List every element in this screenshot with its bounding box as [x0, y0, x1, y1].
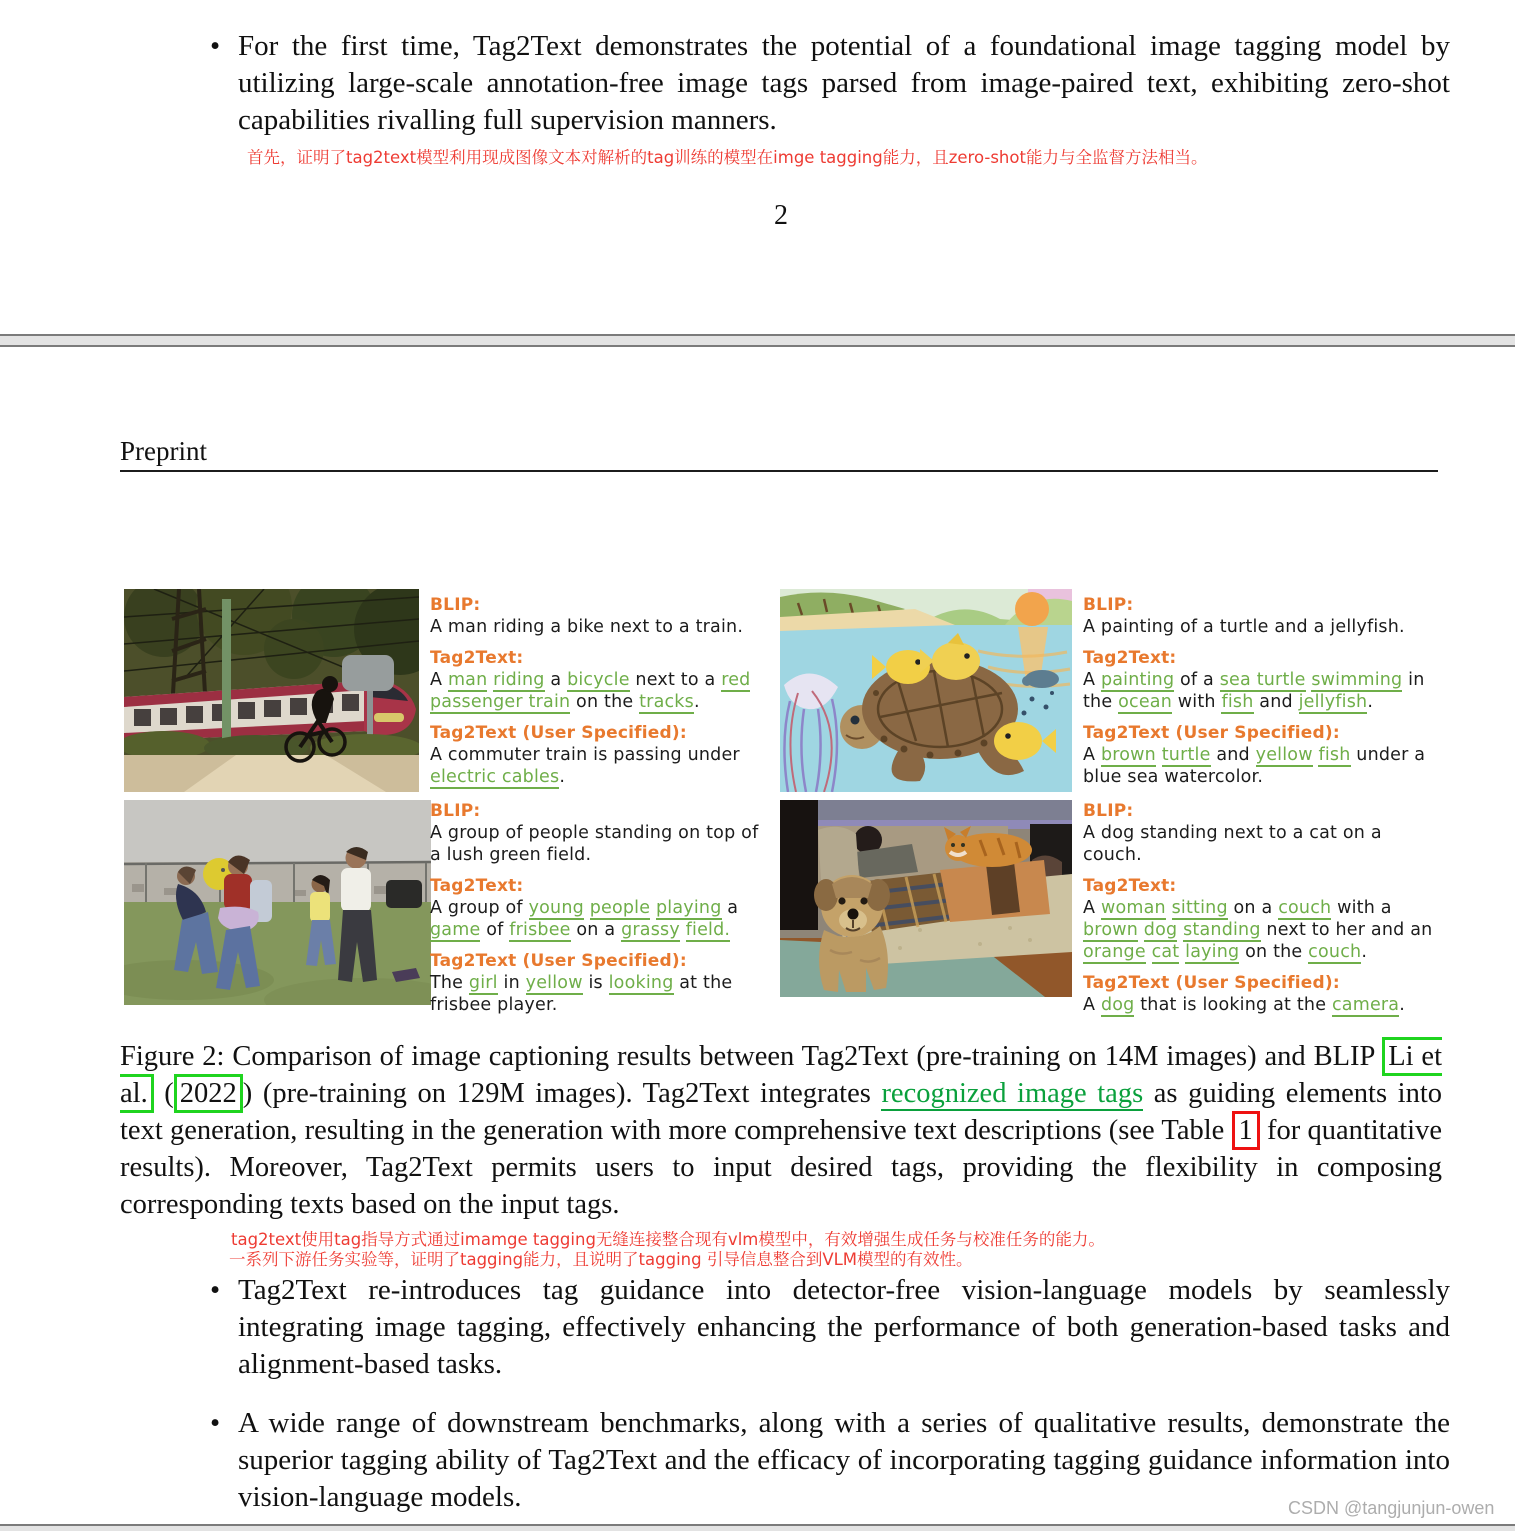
tagged-word: bicycle [567, 670, 630, 690]
bullet-item-benchmarks [210, 1405, 1450, 1516]
tag2text-caption [430, 897, 772, 941]
blip-caption: A group of people standing on top of a lush green field. [430, 823, 759, 865]
text-segment [584, 898, 590, 918]
tagged-word: dog [1143, 920, 1178, 940]
bullet-text-zero-shot: For the first time, Tag2Text demonstrates the potential of a foundational image tagging model by utilizing large-scale annotation-free image tags parsed from image-paired text, exhibiting zero-shot capabilities rivalling full supervision manners. [238, 30, 1450, 136]
tagged-word: playing [655, 898, 722, 918]
text-segment: The [430, 973, 469, 993]
tagged-word: woman [1100, 898, 1166, 918]
tagged-word: brown [1083, 920, 1139, 940]
text-segment: and [1210, 745, 1256, 765]
text-segment [1138, 920, 1144, 940]
figure-image-frisbee-field [124, 800, 431, 1005]
figure-captions-frisbee [430, 800, 772, 1016]
citation-year-link[interactable]: 2022 [174, 1074, 243, 1113]
text-segment: . [1361, 942, 1368, 962]
tagged-word: passenger train [430, 692, 571, 712]
blip-caption: A painting of a turtle and a jellyfish. [1083, 617, 1405, 637]
tag2text-label: Tag2Text: [430, 648, 524, 668]
text-segment [1156, 745, 1162, 765]
tag2text-user-label: Tag2Text (User Specified): [1083, 723, 1340, 743]
blip-label: BLIP: [430, 595, 481, 615]
tagged-word: brown [1100, 745, 1156, 765]
text-segment: next to a [629, 670, 722, 690]
tagged-word: yellow [525, 973, 583, 993]
tagged-word: cat [1151, 942, 1180, 962]
text-segment: at the frisbee player. [430, 973, 733, 1015]
tagged-word: couch [1308, 942, 1362, 962]
bottom-page-divider [0, 1524, 1515, 1531]
tag2text-user-caption [430, 744, 772, 788]
tagged-word: tracks [639, 692, 694, 712]
text-segment: . [1367, 692, 1374, 712]
text-segment: with [1172, 692, 1222, 712]
text-segment: for quantitative results). Moreover, Tag2Text permits users to input desired tags, providing the flexibility in composing corresponding texts based on the input tags. [120, 1115, 1442, 1220]
chinese-annotation-mid-line2: 一系列下游任务实验等，证明了tagging能力，且说明了tagging 引导信息整合到VLM模型的有效性。 [229, 1250, 973, 1269]
tagged-word: standing [1183, 920, 1261, 940]
tagged-word: dog [1100, 995, 1135, 1015]
text-segment: a [721, 898, 739, 918]
text-segment: as guiding elements into text generation, resulting in the generation with more comprehensive text descriptions (see Table [120, 1078, 1442, 1146]
text-segment: Figure 2: Comparison of image captioning results between Tag2Text (pre-training on 14M images) and BLIP [120, 1041, 1383, 1072]
tag2text-label: Tag2Text: [1083, 648, 1177, 668]
text-segment: and [1253, 692, 1299, 712]
text-segment: of [480, 920, 510, 940]
tag2text-user-label: Tag2Text (User Specified): [1083, 973, 1340, 993]
page-number: 2 [774, 200, 788, 231]
text-segment: with a [1331, 898, 1392, 918]
figure-image-train-cyclist [124, 589, 419, 792]
text-segment: ) (pre-training on 129M images). Tag2Text integrates [242, 1078, 882, 1109]
tag2text-user-caption [1083, 744, 1445, 788]
tagged-word: sitting [1171, 898, 1228, 918]
recognized-image-tags-link[interactable]: recognized image tags [881, 1078, 1144, 1109]
blip-label: BLIP: [1083, 595, 1134, 615]
text-segment: on the [1239, 942, 1309, 962]
tagged-word: electric cables [430, 767, 560, 787]
figure-captions-turtle [1083, 594, 1445, 788]
text-segment: A group of [430, 898, 529, 918]
text-segment: under a blue sea watercolor. [1083, 745, 1426, 787]
tag2text-user-caption [1083, 994, 1445, 1016]
bullet-item-zero-shot [210, 28, 1450, 139]
tagged-word: field. [685, 920, 731, 940]
text-segment: that is looking at the [1134, 995, 1332, 1015]
tag2text-user-label: Tag2Text (User Specified): [430, 723, 687, 743]
text-segment: ( [153, 1078, 174, 1109]
text-segment: A [1083, 898, 1101, 918]
text-segment: A [1083, 995, 1101, 1015]
tagged-word: orange [1083, 942, 1146, 962]
bullet-text-tag-guidance: Tag2Text re-introduces tag guidance into detector-free vision-language models by seamlessly integrating image tagging, effectively enhancing the performance of both generation-based tasks and alignment-based tasks. [238, 1274, 1450, 1380]
tag2text-user-caption [430, 972, 772, 1016]
text-segment: on a [570, 920, 622, 940]
chinese-annotation-top: 首先，证明了tag2text模型利用现成图像文本对解析的tag训练的模型在imge tagging能力，且zero-shot能力与全监督方法相当。 [247, 148, 1208, 167]
tagged-word: sea turtle [1219, 670, 1306, 690]
tagged-word: painting [1100, 670, 1175, 690]
csdn-watermark: CSDN @tangjunjun-owen [1288, 1498, 1495, 1518]
table-1-ref-link[interactable]: 1 [1232, 1111, 1260, 1150]
tagged-word: turtle [1161, 745, 1211, 765]
text-segment [1146, 942, 1152, 962]
tag2text-label: Tag2Text: [1083, 876, 1177, 896]
tag2text-caption [1083, 897, 1445, 963]
figure-captions-dog [1083, 800, 1445, 1016]
blip-caption: A dog standing next to a cat on a couch. [1083, 823, 1382, 865]
tagged-word: riding [493, 670, 545, 690]
tag2text-caption [430, 669, 772, 713]
text-segment: A [1083, 745, 1101, 765]
bullet-glyph: • [210, 1407, 221, 1439]
tagged-word: fish [1221, 692, 1254, 712]
tagged-word: laying [1185, 942, 1240, 962]
tagged-word: jellyfish [1298, 692, 1368, 712]
citation-li-et-al-link[interactable]: Li et al. [120, 1037, 1442, 1113]
text-segment: in the [1083, 670, 1425, 712]
text-segment: A [1083, 670, 1101, 690]
blip-label: BLIP: [1083, 801, 1134, 821]
tagged-word: grassy [621, 920, 680, 940]
tagged-word: looking [608, 973, 674, 993]
tag2text-user-label: Tag2Text (User Specified): [430, 951, 687, 971]
text-segment: is [582, 973, 609, 993]
tagged-word: game [430, 920, 481, 940]
header-rule [120, 470, 1438, 472]
bullet-glyph: • [210, 30, 221, 62]
figure-image-dog-cat-room [780, 800, 1072, 997]
text-segment: . [693, 692, 700, 712]
text-segment: A [430, 670, 448, 690]
text-segment: . [559, 767, 566, 787]
page-break-divider [0, 334, 1515, 347]
blip-label: BLIP: [430, 801, 481, 821]
tagged-word: yellow [1255, 745, 1313, 765]
tag2text-caption [1083, 669, 1445, 713]
tagged-word: people [589, 898, 651, 918]
text-segment: in [497, 973, 526, 993]
text-segment [680, 920, 686, 940]
text-segment: on the [570, 692, 640, 712]
text-segment [1166, 898, 1172, 918]
tagged-word: girl [468, 973, 498, 993]
figure-captions-train [430, 594, 772, 788]
text-segment: a [544, 670, 568, 690]
tagged-word: frisbee [509, 920, 571, 940]
bullet-glyph: • [210, 1274, 221, 1306]
tagged-word: red [721, 670, 751, 690]
text-segment: next to her and an [1260, 920, 1433, 940]
figure-image-turtle-painting [780, 589, 1072, 792]
chinese-annotation-mid-line1: tag2text使用tag指导方式通过imamge tagging无缝连接整合现有vlm模型中，有效增强生成任务与校准任务的能力。 [231, 1230, 1105, 1249]
tagged-word: ocean [1118, 692, 1173, 712]
bullet-item-tag-guidance [210, 1272, 1450, 1383]
preprint-header: Preprint [120, 436, 207, 466]
tagged-word: young [528, 898, 584, 918]
text-segment: A commuter train is passing under [430, 745, 740, 765]
tag2text-label: Tag2Text: [430, 876, 524, 896]
tagged-word: couch [1278, 898, 1332, 918]
tagged-word: swimming [1311, 670, 1403, 690]
tagged-word: man [447, 670, 488, 690]
text-segment: on a [1227, 898, 1279, 918]
text-segment: of a [1174, 670, 1220, 690]
tagged-word: fish [1318, 745, 1351, 765]
blip-caption: A man riding a bike next to a train. [430, 617, 744, 637]
tagged-word: camera [1331, 995, 1400, 1015]
bullet-text-benchmarks: A wide range of downstream benchmarks, along with a series of qualitative results, demonstrate the superior tagging ability of Tag2Text and the efficacy of incorporating tagging guidance information into vision-language models. [238, 1407, 1450, 1513]
text-segment: . [1399, 995, 1405, 1015]
figure-caption [120, 1038, 1442, 1223]
